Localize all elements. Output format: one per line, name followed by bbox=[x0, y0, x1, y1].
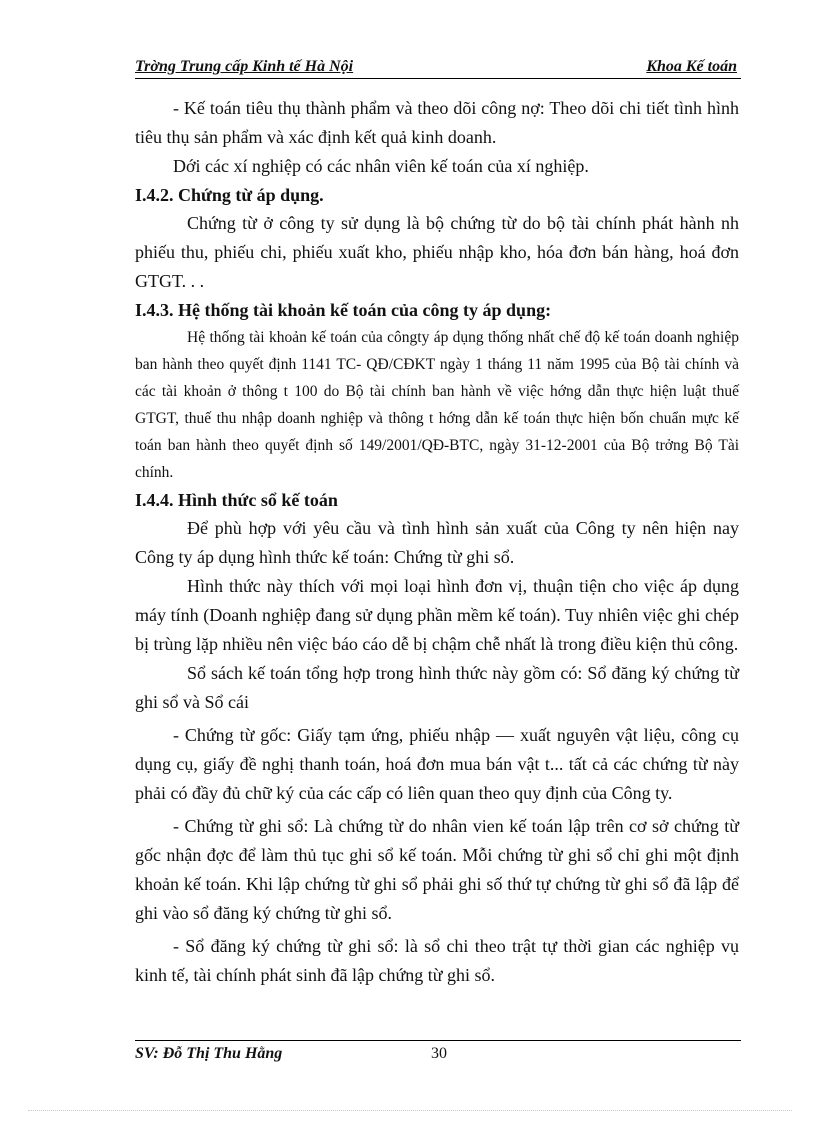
header-school: Trờng Trung cấp Kinh tế Hà Nội bbox=[135, 58, 354, 75]
paragraph-account-system: Hệ thống tài khoản kế toán của côngty áp dụng thống nhất chế độ kế toán doanh nghiệp ban hành theo quyết định 1141 TC- QĐ/CĐKT ngày 1 tháng 11 năm 1995 của Bộ tài chính và các tài khoản ở thông t 100 do Bộ tài chính ban hành về việc hớng dẫn thực hiện luật thuế GTGT, thuế thu nhập doanh nghiệp và thông t hớng dẫn kế toán thực hiện bốn chuẩn mực kế toán ban hành theo quyết định số 149/2001/QĐ-BTC, ngày 31-12-2001 của Bộ trởng Bộ Tài chính. bbox=[135, 329, 739, 481]
page-header bbox=[135, 56, 741, 79]
page-body bbox=[135, 94, 739, 990]
paragraph-source-documents: - Chứng từ gốc: Giấy tạm ứng, phiếu nhập — xuất nguyên vật liệu, công cụ dụng cụ, giấy đề nghị thanh toán, hoá đơn mua bán vật t... tất cả các chứng từ này phải có đầy đủ chữ ký của các cấp có liên quan theo quy định của Công ty. bbox=[135, 725, 739, 803]
paragraph-ledger-books: Sổ sách kế toán tổng hợp trong hình thức này gồm có: Sổ đăng ký chứng từ ghi sổ và Sổ cái bbox=[135, 663, 739, 712]
footer-student-name: SV: Đỗ Thị Thu Hằng bbox=[135, 1045, 283, 1062]
paragraph-enterprise-staff: Dới các xí nghiệp có các nhân viên kế toán của xí nghiệp. bbox=[173, 156, 589, 176]
paragraph-documents: Chứng từ ở công ty sử dụng là bộ chứng từ do bộ tài chính phát hành nh phiếu thu, phiếu chi, phiếu xuất kho, phiếu nhập kho, hóa đơn bán hàng, hoá đơn GTGT. . . bbox=[135, 213, 739, 291]
paragraph-sales-accounting: - Kế toán tiêu thụ thành phẩm và theo dõi công nợ: Theo dõi chi tiết tình hình tiêu thụ sản phẩm và xác định kết quả kinh doanh. bbox=[135, 98, 739, 147]
page-footer bbox=[135, 1040, 741, 1062]
header-department: Khoa Kế toán bbox=[646, 58, 737, 75]
bottom-dotted-rule bbox=[28, 1110, 792, 1111]
heading-documents: I.4.2. Chứng từ áp dụng. bbox=[135, 185, 324, 205]
page-number: 30 bbox=[431, 1045, 447, 1062]
heading-ledger-form: I.4.4. Hình thức sổ kế toán bbox=[135, 490, 338, 510]
paragraph-form-pros-cons: Hình thức này thích với mọi loại hình đơn vị, thuận tiện cho việc áp dụng máy tính (Doanh nghiệp đang sử dụng phần mềm kế toán). Tuy nhiên việc ghi chép bị trùng lặp nhiều nên việc báo cáo dễ bị chậm chễ nhất là trong điều kiện thủ công. bbox=[135, 576, 739, 654]
heading-account-system: I.4.3. Hệ thống tài khoản kế toán của công ty áp dụng: bbox=[135, 300, 552, 320]
paragraph-ledger-form: Để phù hợp với yêu cầu và tình hình sản xuất của Công ty nên hiện nay Công ty áp dụng hình thức kế toán: Chứng từ ghi sổ. bbox=[135, 518, 739, 567]
paragraph-voucher: - Chứng từ ghi sổ: Là chứng từ do nhân vien kế toán lập trên cơ sở chứng từ gốc nhận đợc để làm thủ tục ghi sổ kế toán. Mỗi chứng từ ghi sổ chỉ ghi một định khoản kế toán. Khi lập chứng từ ghi sổ phải ghi số thứ tự chứng từ ghi sổ đã lập để ghi vào sổ đăng ký chứng từ ghi sổ. bbox=[135, 816, 739, 923]
paragraph-voucher-register: - Sổ đăng ký chứng từ ghi sổ: là sổ chi theo trật tự thời gian các nghiệp vụ kinh tế, tài chính phát sinh đã lập chứng từ ghi sổ. bbox=[135, 936, 739, 985]
